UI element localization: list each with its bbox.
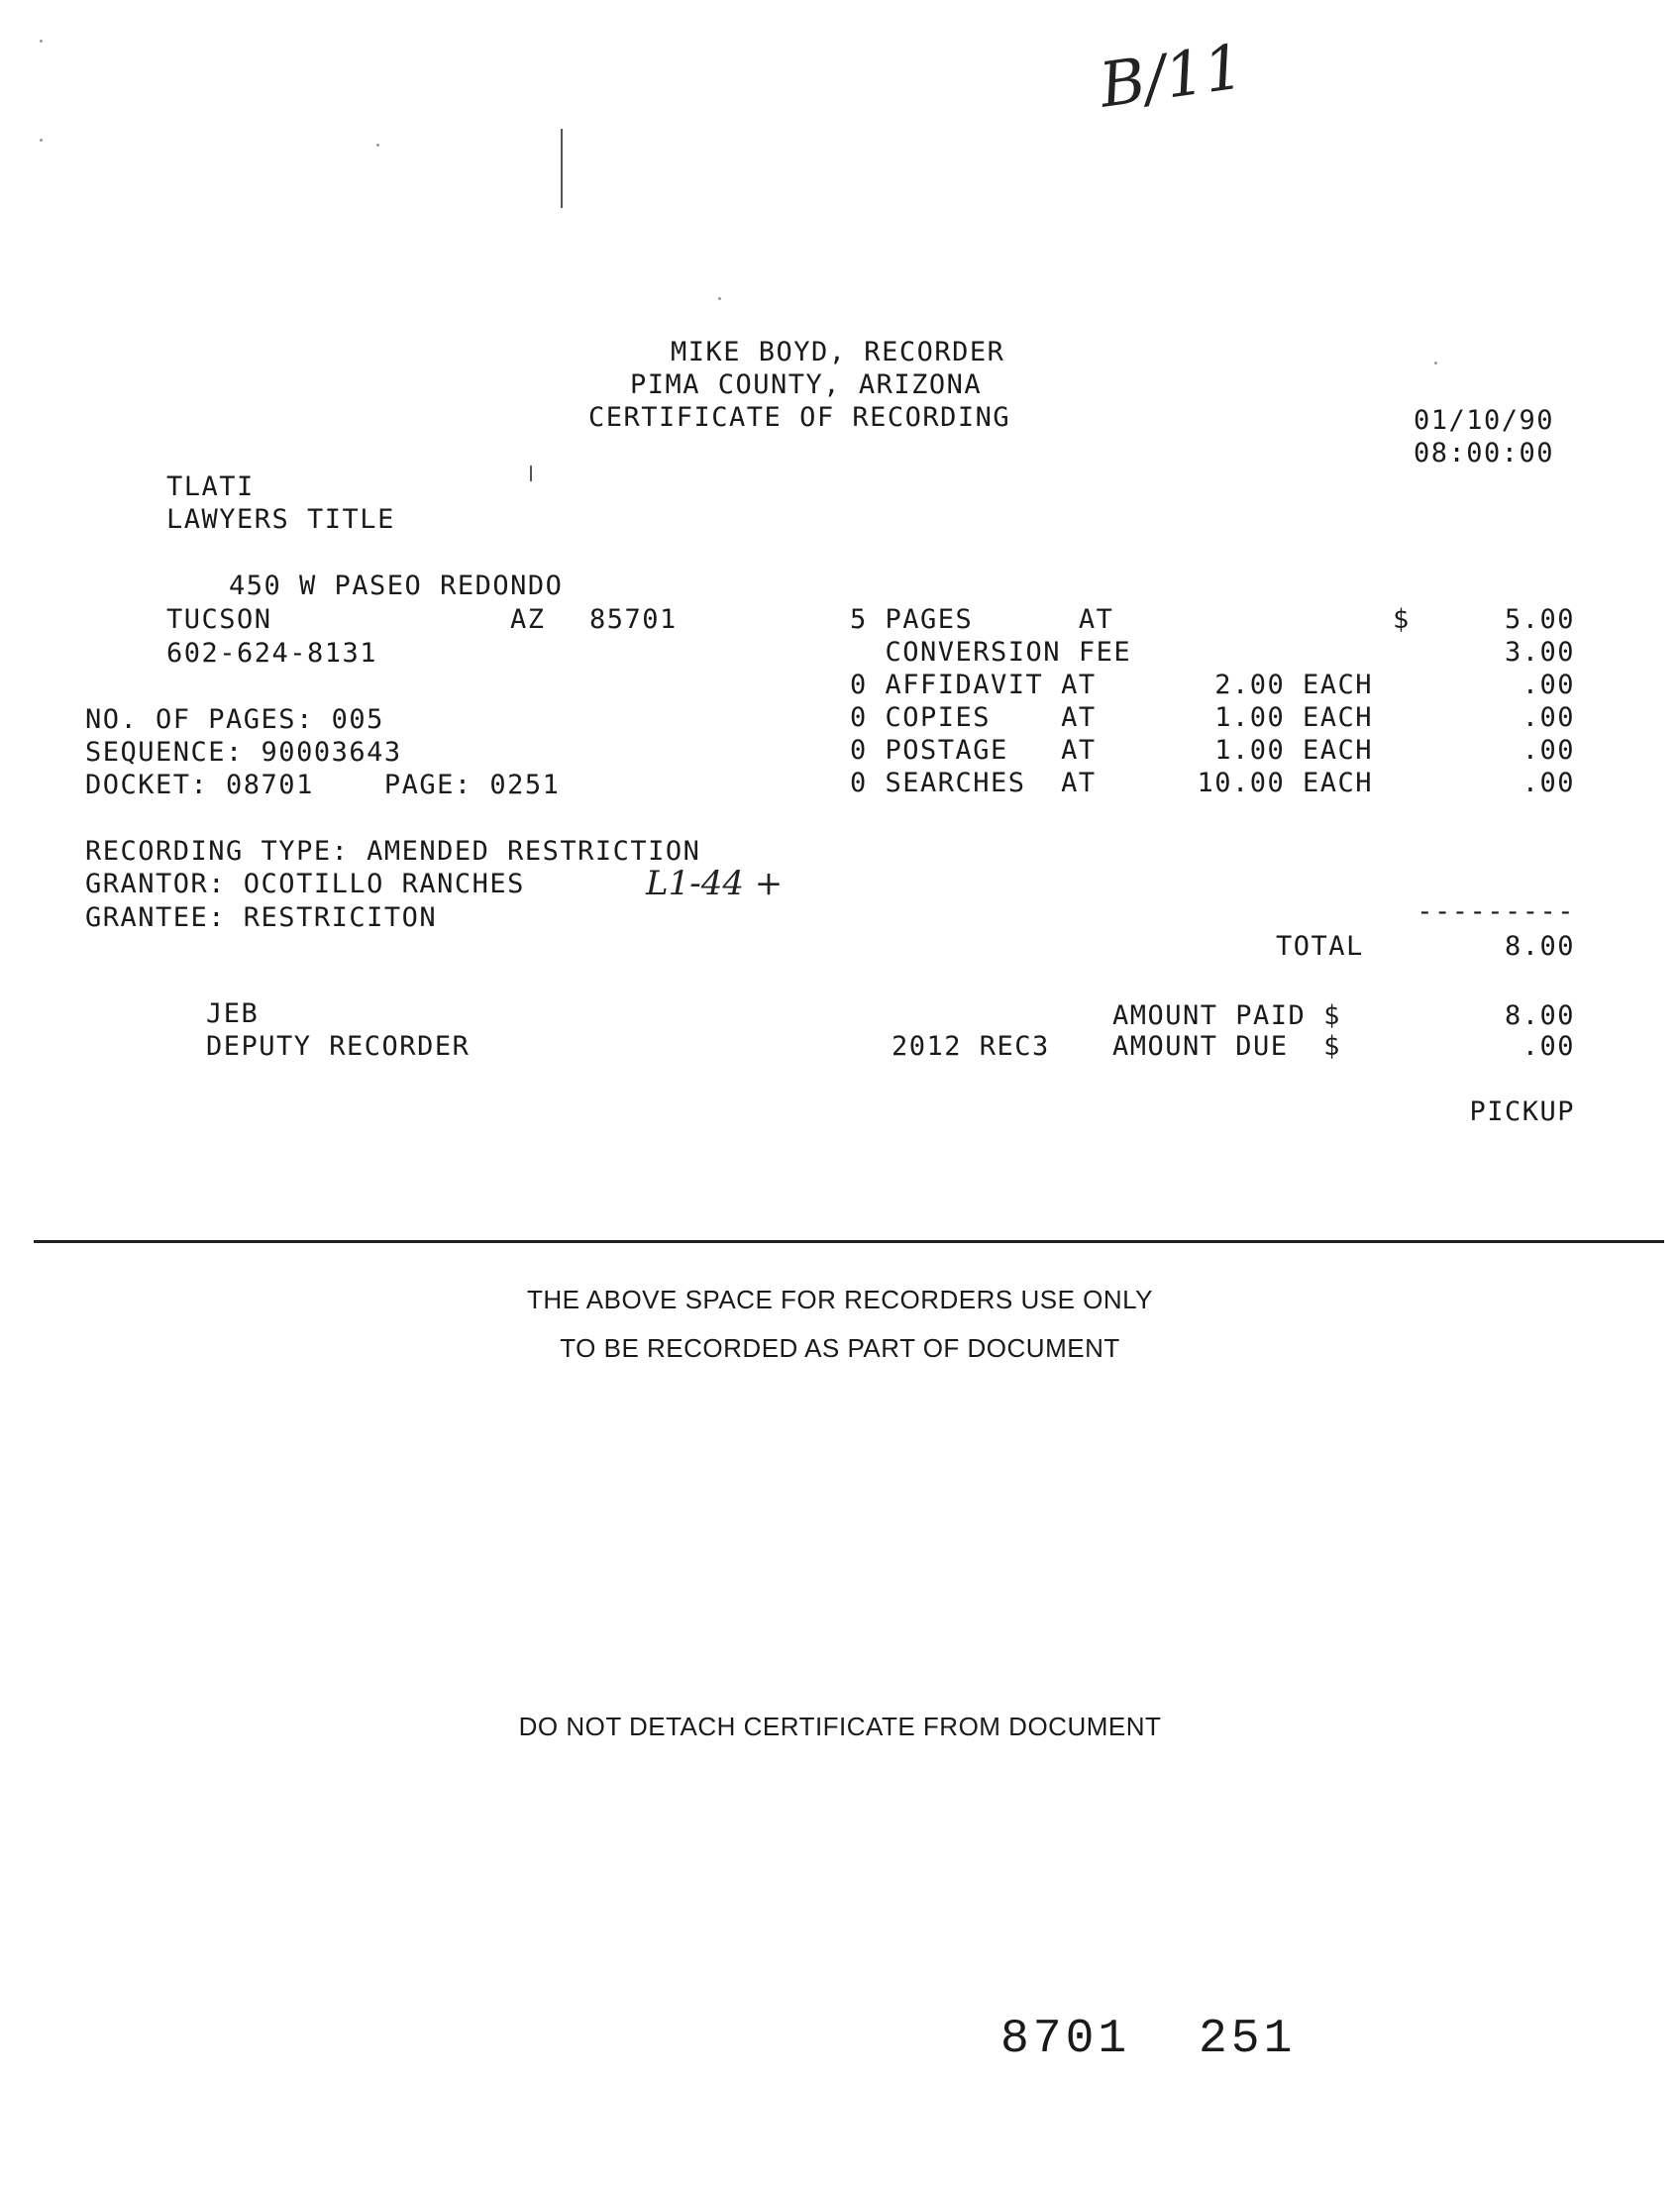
total-value: 8.00	[1504, 931, 1575, 962]
record-as-part-notice: TO BE RECORDED AS PART OF DOCUMENT	[560, 1333, 1120, 1363]
fee-row-desc: 0 COPIES AT	[850, 702, 1097, 733]
fee-row-rate: 2.00 EACH	[1214, 670, 1373, 700]
fee-row-amount: .00	[1522, 670, 1575, 700]
docket-stamp: 8701	[1000, 2013, 1131, 2066]
fee-row-desc: 0 SEARCHES AT	[850, 768, 1097, 798]
number-of-pages: NO. OF PAGES: 005	[85, 704, 384, 735]
grantor: GRANTOR: OCOTILLO RANCHES	[85, 869, 525, 899]
addressee-name: LAWYERS TITLE	[166, 504, 395, 535]
delivery-method: PICKUP	[1469, 1096, 1575, 1127]
fee-row-desc: 0 POSTAGE AT	[850, 735, 1097, 766]
scan-speck	[718, 297, 721, 300]
county-name: PIMA COUNTY, ARIZONA	[630, 369, 983, 400]
fee-row-amount: .00	[1522, 768, 1575, 798]
total-label: TOTAL	[1276, 931, 1364, 962]
record-date: 01/10/90	[1414, 405, 1555, 436]
fee-row-desc: 0 AFFIDAVIT AT	[850, 670, 1097, 700]
record-time: 08:00:00	[1414, 438, 1555, 469]
amount-paid-value: 8.00	[1504, 1000, 1575, 1031]
grantor-handwritten-note: L1-44 +	[646, 864, 784, 903]
amount-due-value: .00	[1522, 1031, 1575, 1062]
addressee-state: AZ	[510, 604, 546, 635]
fee-row-desc: 5 PAGES AT	[850, 604, 1114, 635]
scan-mark	[561, 129, 563, 208]
fee-row-rate: 10.00 EACH	[1197, 768, 1373, 798]
addressee-city: TUCSON	[166, 604, 272, 635]
scan-speck	[40, 40, 43, 43]
scan-speck	[1434, 362, 1437, 364]
register-code: 2012 REC3	[892, 1031, 1050, 1062]
recorder-name: MIKE BOYD, RECORDER	[671, 337, 1005, 367]
recorder-use-notice: THE ABOVE SPACE FOR RECORDERS USE ONLY	[526, 1285, 1154, 1314]
handwritten-mark-top: B/11	[1095, 30, 1248, 122]
certificate-title: CERTIFICATE OF RECORDING	[588, 402, 1011, 433]
addressee-code: TLATI	[166, 471, 255, 502]
sequence-number: SEQUENCE: 90003643	[85, 737, 402, 768]
fee-row-amount: 3.00	[1504, 637, 1575, 668]
scan-speck	[376, 144, 379, 147]
total-separator: ---------	[1417, 896, 1575, 927]
scan-mark	[530, 466, 532, 481]
page-stamp: 251	[1199, 2013, 1297, 2066]
deputy-title: DEPUTY RECORDER	[206, 1031, 471, 1062]
addressee-phone: 602-624-8131	[166, 638, 378, 669]
amount-due-label: AMOUNT DUE $	[1112, 1031, 1341, 1062]
fee-row-amount: 5.00	[1504, 604, 1575, 635]
fee-row-rate: 1.00 EACH	[1214, 735, 1373, 766]
addressee-zip: 85701	[589, 604, 678, 635]
grantee: GRANTEE: RESTRICITON	[85, 902, 438, 933]
fee-row-amount: .00	[1522, 735, 1575, 766]
amount-paid-label: AMOUNT PAID $	[1112, 1000, 1341, 1031]
fee-row-currency: $	[1393, 604, 1411, 635]
fee-row-desc: CONVERSION FEE	[850, 637, 1132, 668]
addressee-street: 450 W PASEO REDONDO	[229, 571, 564, 601]
fee-row-amount: .00	[1522, 702, 1575, 733]
scan-speck	[40, 139, 43, 142]
recording-type: RECORDING TYPE: AMENDED RESTRICTION	[85, 836, 701, 867]
docket-page: DOCKET: 08701 PAGE: 0251	[85, 770, 561, 800]
fee-row-rate: 1.00 EACH	[1214, 702, 1373, 733]
recorder-space-divider	[34, 1240, 1664, 1243]
do-not-detach-notice: DO NOT DETACH CERTIFICATE FROM DOCUMENT	[518, 1712, 1162, 1741]
deputy-initials: JEB	[206, 998, 260, 1029]
